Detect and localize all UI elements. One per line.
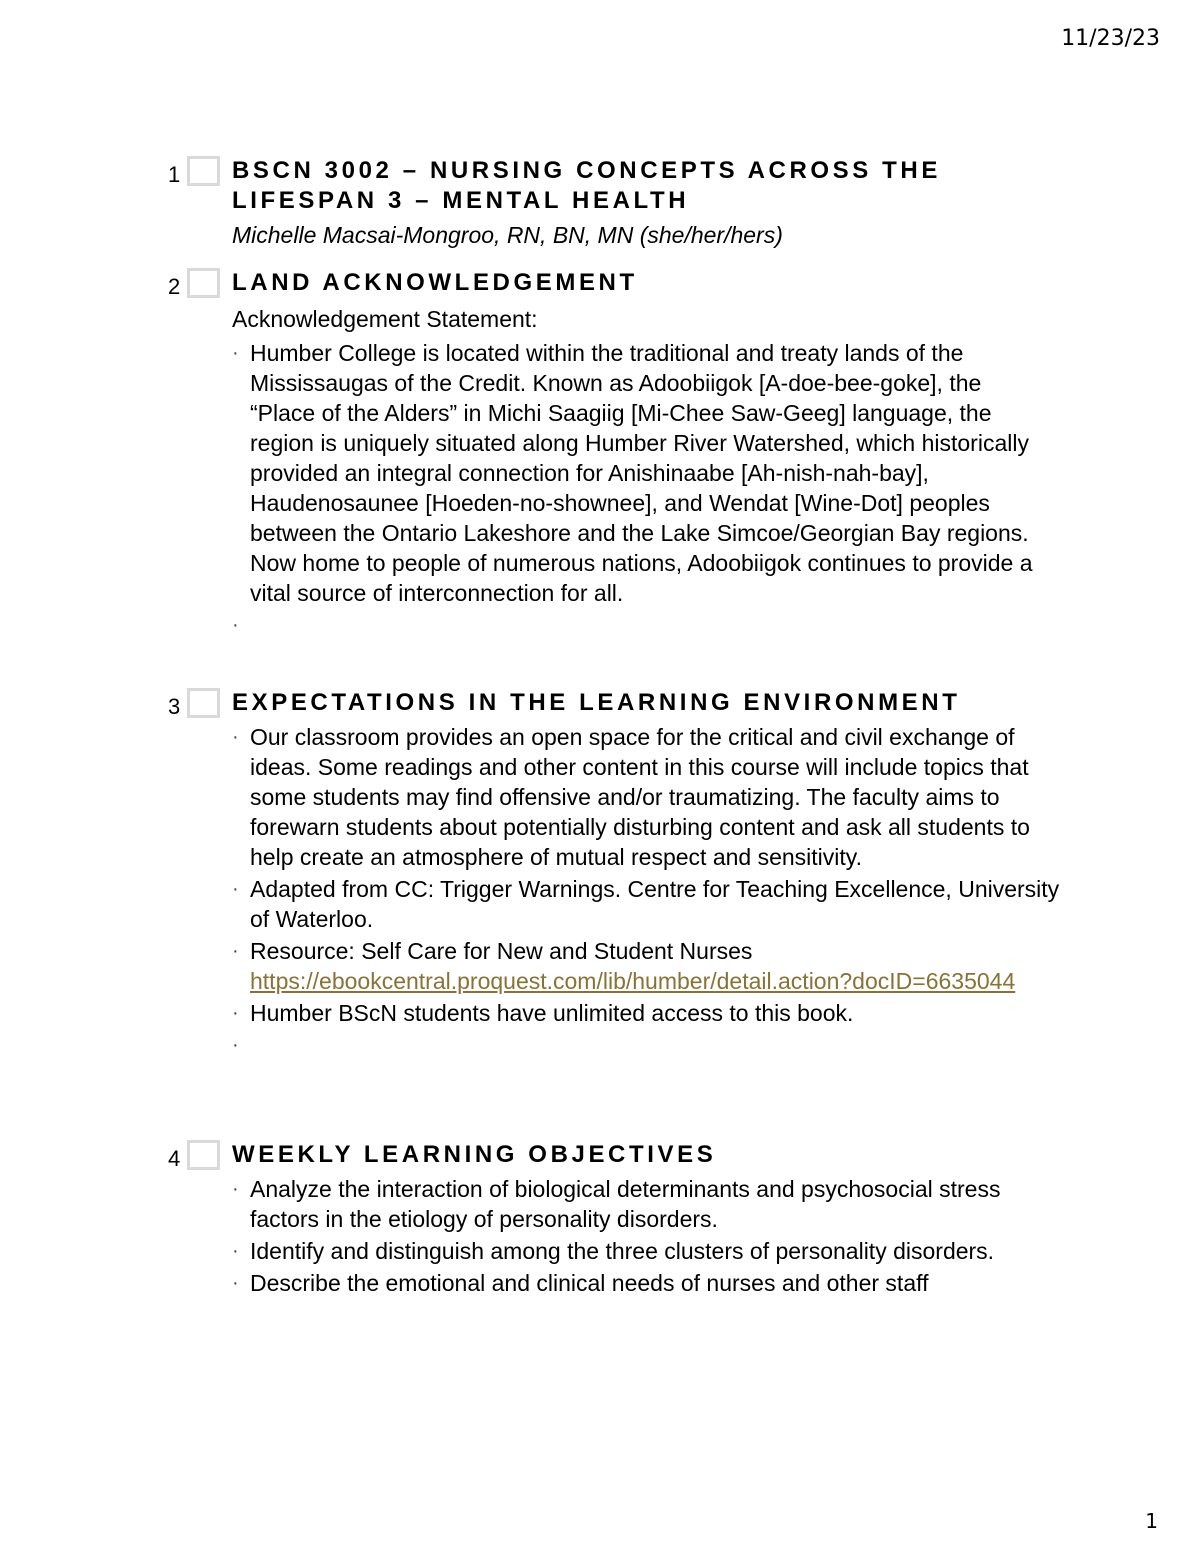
- bullet-icon: ·: [232, 1240, 239, 1262]
- document-date: 11/23/23: [1061, 26, 1160, 51]
- list-item: · Analyze the interaction of biological determinants and psychosocial stress factors in the etiology of personality disorders.: [232, 1176, 1001, 1232]
- slide-title: EXPECTATIONS IN THE LEARNING ENVIRONMENT: [232, 689, 961, 716]
- bullet-icon: ·: [232, 1002, 239, 1024]
- list-item: [232, 610, 1068, 640]
- slide-title: BSCN 3002 – NURSING CONCEPTS ACROSS THE LIFESPAN 3 – MENTAL HEALTH: [232, 157, 941, 214]
- bullet-list: [232, 1174, 1068, 1298]
- slide-1: [168, 156, 1068, 250]
- bullet-icon: ·: [232, 614, 239, 636]
- slide-thumbnail-box: [187, 1140, 220, 1170]
- bullet-icon: ·: [232, 342, 239, 364]
- list-item: · Identify and distinguish among the three clusters of personality disorders.: [232, 1238, 995, 1264]
- bullet-icon: ·: [232, 1272, 239, 1294]
- bullet-icon: ·: [232, 726, 239, 748]
- bullet-icon: ·: [232, 878, 239, 900]
- slide-4: [168, 1140, 1068, 1300]
- page-number: 1: [1145, 1509, 1158, 1533]
- slide-number: 3: [168, 694, 181, 719]
- slide-number: 1: [168, 162, 181, 187]
- slide-thumbnail-box: [187, 688, 220, 718]
- list-item: · Adapted from CC: Trigger Warnings. Centre for Teaching Excellence, University of Waterloo.: [232, 876, 1060, 932]
- acknowledgement-intro: Acknowledgement Statement:: [232, 306, 538, 332]
- list-item: [232, 1030, 1068, 1060]
- bullet-list: [232, 338, 1068, 640]
- slide-title: LAND ACKNOWLEDGEMENT: [232, 269, 638, 296]
- bullet-list: [232, 722, 1068, 1060]
- resource-link[interactable]: https://ebookcentral.proquest.com/lib/humber/detail.action?docID=6635044: [250, 968, 1016, 994]
- bullet-icon: ·: [232, 1034, 239, 1056]
- slide-subtitle: Michelle Macsai-Mongroo, RN, BN, MN (she/her/hers): [232, 222, 783, 248]
- list-item: · Describe the emotional and clinical needs of nurses and other staff: [232, 1270, 929, 1296]
- list-item: · Resource: Self Care for New and Student Nurses https://ebookcentral.proquest.com/lib/humber/detail.action?docID=6635044: [232, 938, 1016, 994]
- bullet-icon: ·: [232, 940, 239, 962]
- bullet-icon: ·: [232, 1178, 239, 1200]
- list-item: · Humber College is located within the traditional and treaty lands of the Mississaugas of the Credit. Known as Adoobiigok [A-doe-bee-goke], the “Place of the Alders” in Michi Saagiig [Mi-Chee Saw-Geeg] language, the region is uniquely situated along Humber River Watershed, which historically provided an integral connection for Anishinaabe [Ah-nish-nah-bay], Haudenosaunee [Hoeden-no-shownee], and Wendat [Wine-Dot] peoples between the Ontario Lakeshore and the Lake Simcoe/Georgian Bay regions. Now home to people of numerous nations, Adoobiigok continues to provide a vital source of interconnection for all.: [232, 340, 1033, 606]
- slide-title: WEEKLY LEARNING OBJECTIVES: [232, 1141, 717, 1168]
- slide-3: [168, 688, 1068, 1062]
- slide-number: 2: [168, 274, 181, 299]
- slide-thumbnail-box: [187, 156, 220, 186]
- slide-thumbnail-box: [187, 268, 220, 298]
- list-item: · Humber BScN students have unlimited access to this book.: [232, 1000, 854, 1026]
- slide-2: [168, 268, 1068, 642]
- slide-number: 4: [168, 1146, 181, 1171]
- list-item: · Our classroom provides an open space for the critical and civil exchange of ideas. Some readings and other content in this course will include topics that some students may find offensive and/or traumatizing. The faculty aims to forewarn students about potentially disturbing content and ask all students to help create an atmosphere of mutual respect and sensitivity.: [232, 724, 1030, 870]
